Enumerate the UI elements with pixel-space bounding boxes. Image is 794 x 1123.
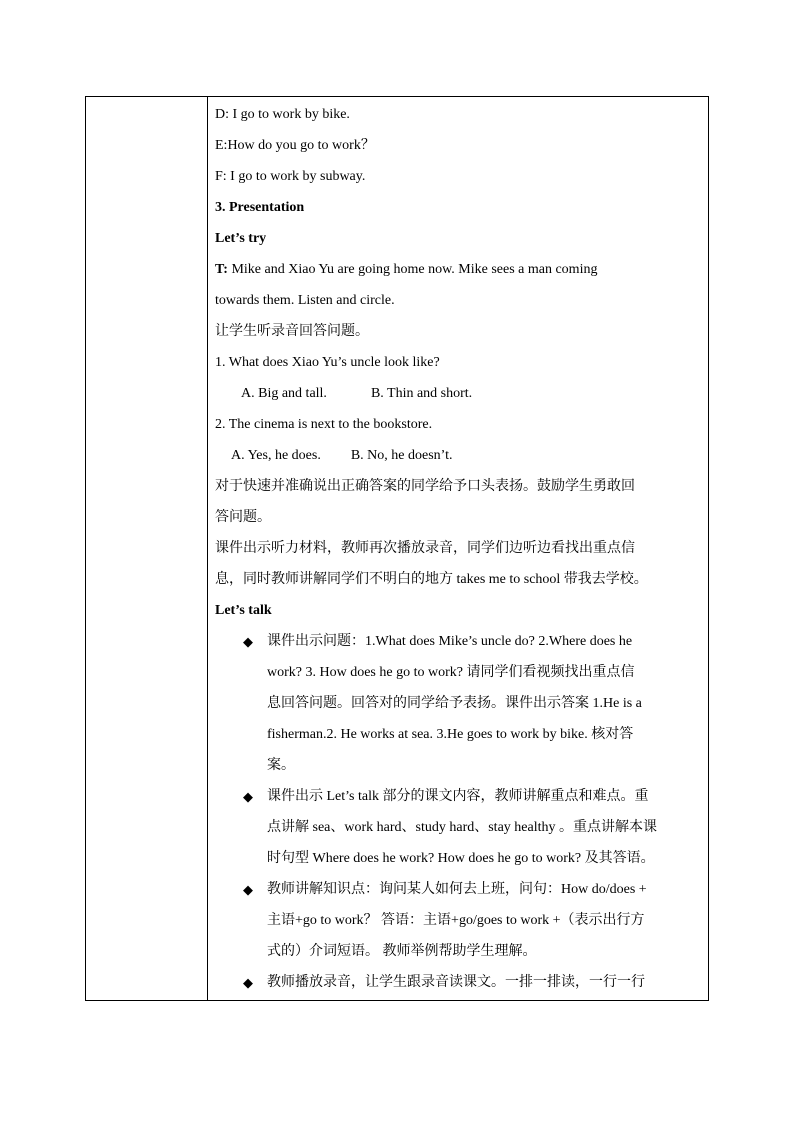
question-line: 2. The cinema is next to the bookstore.	[215, 417, 433, 432]
bullet-item	[215, 967, 705, 998]
text-line: E:How do you go to work？	[215, 138, 375, 153]
options-line	[215, 378, 705, 409]
option-b: B. Thin and short.	[370, 386, 473, 401]
bullet-text: 教师讲解知识点：询问某人如何去上班，问句：How do/does +	[267, 882, 647, 897]
bullet-text: 课件出示问题：1.What does Mike’s uncle do? 2.Where does he	[267, 634, 633, 649]
teacher-label: T:	[215, 262, 228, 277]
text-line: 课件出示听力材料，教师再次播放录音，同学们边听边看找出重点信	[215, 541, 635, 556]
option-a: A. Yes, he does.	[231, 448, 321, 463]
bullet-text: work? 3. How does he go to work? 请同学们看视频找出重点信	[267, 665, 635, 680]
options-line	[215, 440, 705, 471]
text-line: 答问题。	[215, 510, 271, 525]
subsection-heading: Let’s talk	[215, 603, 272, 618]
bullet-item	[215, 626, 705, 657]
text-line: F: I go to work by subway.	[215, 169, 366, 184]
lesson-content	[215, 99, 705, 998]
diamond-bullet-icon: ◆	[243, 975, 253, 990]
text-line: towards them. Listen and circle.	[215, 293, 395, 308]
subsection-heading: Let’s try	[215, 231, 267, 246]
diamond-bullet-icon: ◆	[243, 789, 253, 804]
text-line: 让学生听录音回答问题。	[215, 324, 369, 339]
left-column-cell	[86, 97, 208, 1000]
bullet-text: 教师播放录音，让学生跟录音读课文。一排一排读，一行一行	[267, 975, 645, 990]
bullet-text: 课件出示 Let’s talk 部分的课文内容，教师讲解重点和难点。重	[267, 789, 649, 804]
diamond-bullet-icon: ◆	[243, 634, 253, 649]
bullet-text: 点讲解 sea、work hard、study hard、stay healthy 。重点讲解本课	[267, 820, 657, 835]
bullet-text: 主语+go to work？ 答语：主语+go/goes to work +（表示出行方	[267, 913, 645, 928]
text-line	[215, 254, 705, 285]
bullet-item	[215, 781, 705, 812]
bullet-text: fisherman.2. He works at sea. 3.He goes to work by bike. 核对答	[267, 727, 634, 742]
bullet-text: 息回答问题。回答对的同学给予表扬。课件出示答案 1.He is a	[267, 696, 642, 711]
text-line: 对于快速并准确说出正确答案的同学给予口头表扬。鼓励学生勇敢回	[215, 479, 635, 494]
bullet-text: 式的）介词短语。 教师举例帮助学生理解。	[267, 944, 537, 959]
bullet-item	[215, 874, 705, 905]
bullet-text: 案。	[267, 758, 295, 773]
bullet-text: 时句型 Where does he work? How does he go to work? 及其答语。	[267, 851, 655, 866]
text-span: Mike and Xiao Yu are going home now. Mike sees a man coming	[227, 262, 598, 277]
diamond-bullet-icon: ◆	[243, 882, 253, 897]
text-line: 息，同时教师讲解同学们不明白的地方 takes me to school 带我去学校。	[215, 572, 648, 587]
question-line: 1. What does Xiao Yu’s uncle look like?	[215, 355, 440, 370]
lesson-table	[85, 96, 709, 1001]
text-line: D: I go to work by bike.	[215, 107, 350, 122]
option-b: B. No, he doesn’t.	[350, 448, 453, 463]
option-a: A. Big and tall.	[241, 386, 327, 401]
section-heading: 3. Presentation	[215, 200, 305, 215]
